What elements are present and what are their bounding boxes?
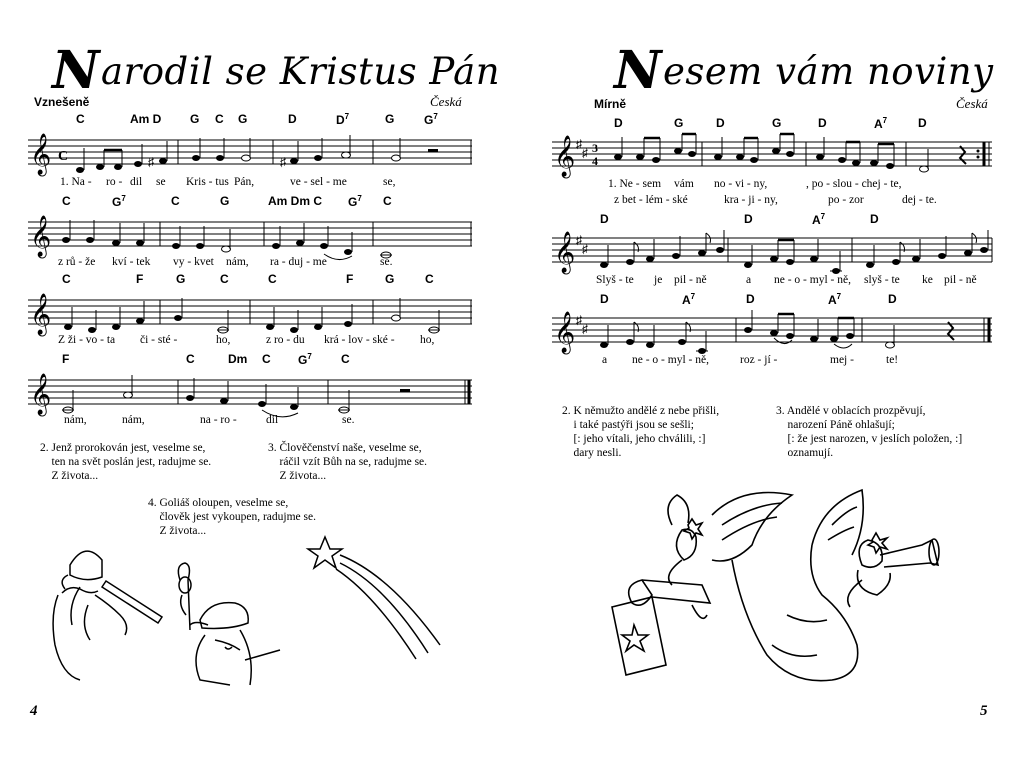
song-title-right <box>614 36 994 101</box>
chord: C <box>383 194 392 208</box>
lyric: dil <box>266 414 279 426</box>
lyric: ra - duj - me <box>270 256 327 268</box>
staff-2 <box>552 212 996 292</box>
page-number-right: 5 <box>980 703 988 719</box>
chord: C <box>220 272 229 286</box>
chord: G <box>674 116 684 130</box>
chord: G <box>190 112 200 126</box>
lyric: dej - te. <box>902 194 937 206</box>
lyric: se <box>156 176 166 188</box>
svg-text:♯: ♯ <box>582 146 588 160</box>
lyric: se. <box>380 256 393 268</box>
lyric: ke <box>922 274 933 286</box>
chord-row <box>552 212 996 226</box>
svg-text:♯: ♯ <box>148 155 154 169</box>
tempo-marking: Vznešeně <box>34 95 90 109</box>
title-initial: N <box>52 40 101 101</box>
lyric: Kris - tus <box>186 176 229 188</box>
chord: G <box>385 272 395 286</box>
lyric: dil <box>130 176 143 188</box>
svg-text:♯: ♯ <box>582 242 588 256</box>
chord-row <box>28 194 472 208</box>
chord: $A^7$ <box>682 292 696 307</box>
shepherds-illustration <box>40 525 460 700</box>
staff-3 <box>552 292 996 372</box>
origin-label: Česká <box>956 96 988 111</box>
lyric: pil - ně <box>944 274 977 286</box>
chord: G <box>238 112 248 126</box>
lyric: po - zor <box>828 194 864 206</box>
lyric: vám <box>674 178 694 190</box>
chord: C <box>171 194 180 208</box>
chord: D <box>716 116 725 130</box>
lyric: a <box>746 274 752 286</box>
lyric: nám, <box>226 256 249 268</box>
lyric: je <box>654 274 663 286</box>
title-text: arodil se Kristus Pán <box>101 50 501 93</box>
lyric: krá - lov - ské - <box>324 334 395 346</box>
lyric: nám, <box>122 414 145 426</box>
chord: D <box>746 292 755 306</box>
chord: C <box>262 352 271 366</box>
svg-text:♯: ♯ <box>576 137 582 151</box>
chord: D <box>744 212 753 226</box>
lyric: a <box>602 354 608 366</box>
lyric: Z ži - vo - ta <box>58 334 116 346</box>
chord: G <box>220 194 230 208</box>
chord: C <box>62 272 71 286</box>
svg-text:𝄞: 𝄞 <box>30 374 52 415</box>
chord: C <box>186 352 195 366</box>
lyric: Slyš - te <box>596 274 634 286</box>
lyric: nám, <box>64 414 87 426</box>
title-text: esem vám noviny <box>663 50 994 93</box>
chord-row <box>552 292 996 306</box>
lyric: se. <box>342 414 355 426</box>
chord-row <box>28 272 472 286</box>
chord: G <box>385 112 395 126</box>
lyric: mej - <box>830 354 854 366</box>
chord: C <box>425 272 434 286</box>
lyric: se, <box>383 176 396 188</box>
svg-text:4: 4 <box>592 154 598 168</box>
chord: $D^7$ <box>336 112 350 127</box>
lyric: pil - ně <box>674 274 707 286</box>
tempo-marking: Mírně <box>594 97 627 111</box>
staff-notation <box>28 370 472 430</box>
chord: C <box>341 352 350 366</box>
lyric: z rů - že <box>58 256 96 268</box>
lyric: ro - <box>106 176 123 188</box>
chord: $G^7$ <box>112 194 126 209</box>
svg-text:𝄞: 𝄞 <box>30 294 52 335</box>
title-initial: N <box>614 40 663 101</box>
chord: G <box>772 116 782 130</box>
chord: $G^7$ <box>348 194 362 209</box>
staff-4 <box>28 352 472 432</box>
chord: D <box>888 292 897 306</box>
verse-3: 3. Andělé v oblacích prozpěvují, narození Páně ohlašují; [: že jest narozen, v jeslích položen, :] oznamují. <box>776 405 963 459</box>
svg-text:♯: ♯ <box>576 313 582 327</box>
lyric: vy - kvet <box>173 256 214 268</box>
svg-text:𝄞: 𝄞 <box>554 136 576 177</box>
lyric: ho, <box>420 334 435 346</box>
staff-1 <box>28 112 472 192</box>
song-title-left <box>52 36 501 101</box>
origin-label: Česká <box>430 94 462 109</box>
angels-illustration <box>592 485 962 695</box>
lyric: 1. Ne - sem <box>608 178 662 190</box>
lyric: ho, <box>216 334 231 346</box>
svg-text:♯: ♯ <box>576 233 582 247</box>
verse-2: 2. Jenž prorokován jest, veselme se, ten na svět poslán jest, radujme se. Z života... <box>40 442 212 482</box>
chord: D <box>614 116 623 130</box>
lyric: slyš - te <box>864 274 900 286</box>
chord: D <box>870 212 879 226</box>
chord: $G^7$ <box>298 352 312 367</box>
chord: C <box>62 194 71 208</box>
lyric: 1. Na - <box>60 176 92 188</box>
chord: F <box>346 272 354 286</box>
svg-text:♯: ♯ <box>582 322 588 336</box>
chord: Am D <box>130 112 162 126</box>
chord-row <box>28 352 472 366</box>
page-number-left: 4 <box>30 703 38 719</box>
lyric: ne - o - myl - ně, <box>774 274 851 286</box>
chord: $A^7$ <box>828 292 842 307</box>
lyric: ne - o - myl - ně, <box>632 354 709 366</box>
chord: Am Dm C <box>268 194 323 208</box>
svg-text:𝄞: 𝄞 <box>30 134 52 175</box>
lyric: z ro - du <box>266 334 305 346</box>
svg-text:𝄞: 𝄞 <box>554 232 576 273</box>
chord-row <box>28 112 472 126</box>
staff-3 <box>28 272 472 352</box>
staff-1 <box>552 116 996 208</box>
lyric: z bet - lém - ské <box>614 194 688 206</box>
verse-3: 3. Člověčenství naše, veselme se, ráčil vzít Bůh na se, radujme se. Z života... <box>268 442 428 482</box>
lyric: Pán, <box>234 176 255 188</box>
right-page <box>512 0 1024 768</box>
lyric: roz - jí - <box>740 354 778 366</box>
lyric: či - sté - <box>140 334 178 346</box>
chord: C <box>268 272 277 286</box>
chord: $G^7$ <box>424 112 438 127</box>
lyric: te! <box>886 354 899 366</box>
svg-text:𝄞: 𝄞 <box>30 216 52 257</box>
lyric: , po - slou - chej - te, <box>806 178 902 190</box>
chord: F <box>136 272 144 286</box>
chord: C <box>215 112 224 126</box>
chord-row <box>552 116 996 130</box>
chord: $A^7$ <box>874 116 888 131</box>
lyric: kra - ji - ny, <box>724 194 778 206</box>
chord: G <box>176 272 186 286</box>
chord: D <box>600 292 609 306</box>
chord: F <box>62 352 70 366</box>
lyric: ve - sel - me <box>290 176 347 188</box>
chord: C <box>76 112 85 126</box>
chord: Dm <box>228 352 248 366</box>
svg-text:C: C <box>58 149 69 164</box>
lyric: kví - tek <box>112 256 151 268</box>
svg-text:3: 3 <box>592 141 598 155</box>
chord: D <box>288 112 297 126</box>
chord: D <box>918 116 927 130</box>
lyric: na - ro - <box>200 414 237 426</box>
verse-2: 2. K němužto andělé z nebe přišli, i také pastýři jsou se sešli; [: jeho vítali, jeho chválili, :] dary nesli. <box>562 405 720 459</box>
svg-text:♯: ♯ <box>280 155 286 169</box>
chord: D <box>818 116 827 130</box>
svg-text:𝄞: 𝄞 <box>554 312 576 353</box>
chord: D <box>600 212 609 226</box>
lyric: no - vi - ny, <box>714 178 768 190</box>
verse-4: 4. Goliáš oloupen, veselme se, člověk jest vykoupen, radujme se. Z života... <box>148 497 316 537</box>
staff-2 <box>28 194 472 274</box>
chord: $A^7$ <box>812 212 826 227</box>
